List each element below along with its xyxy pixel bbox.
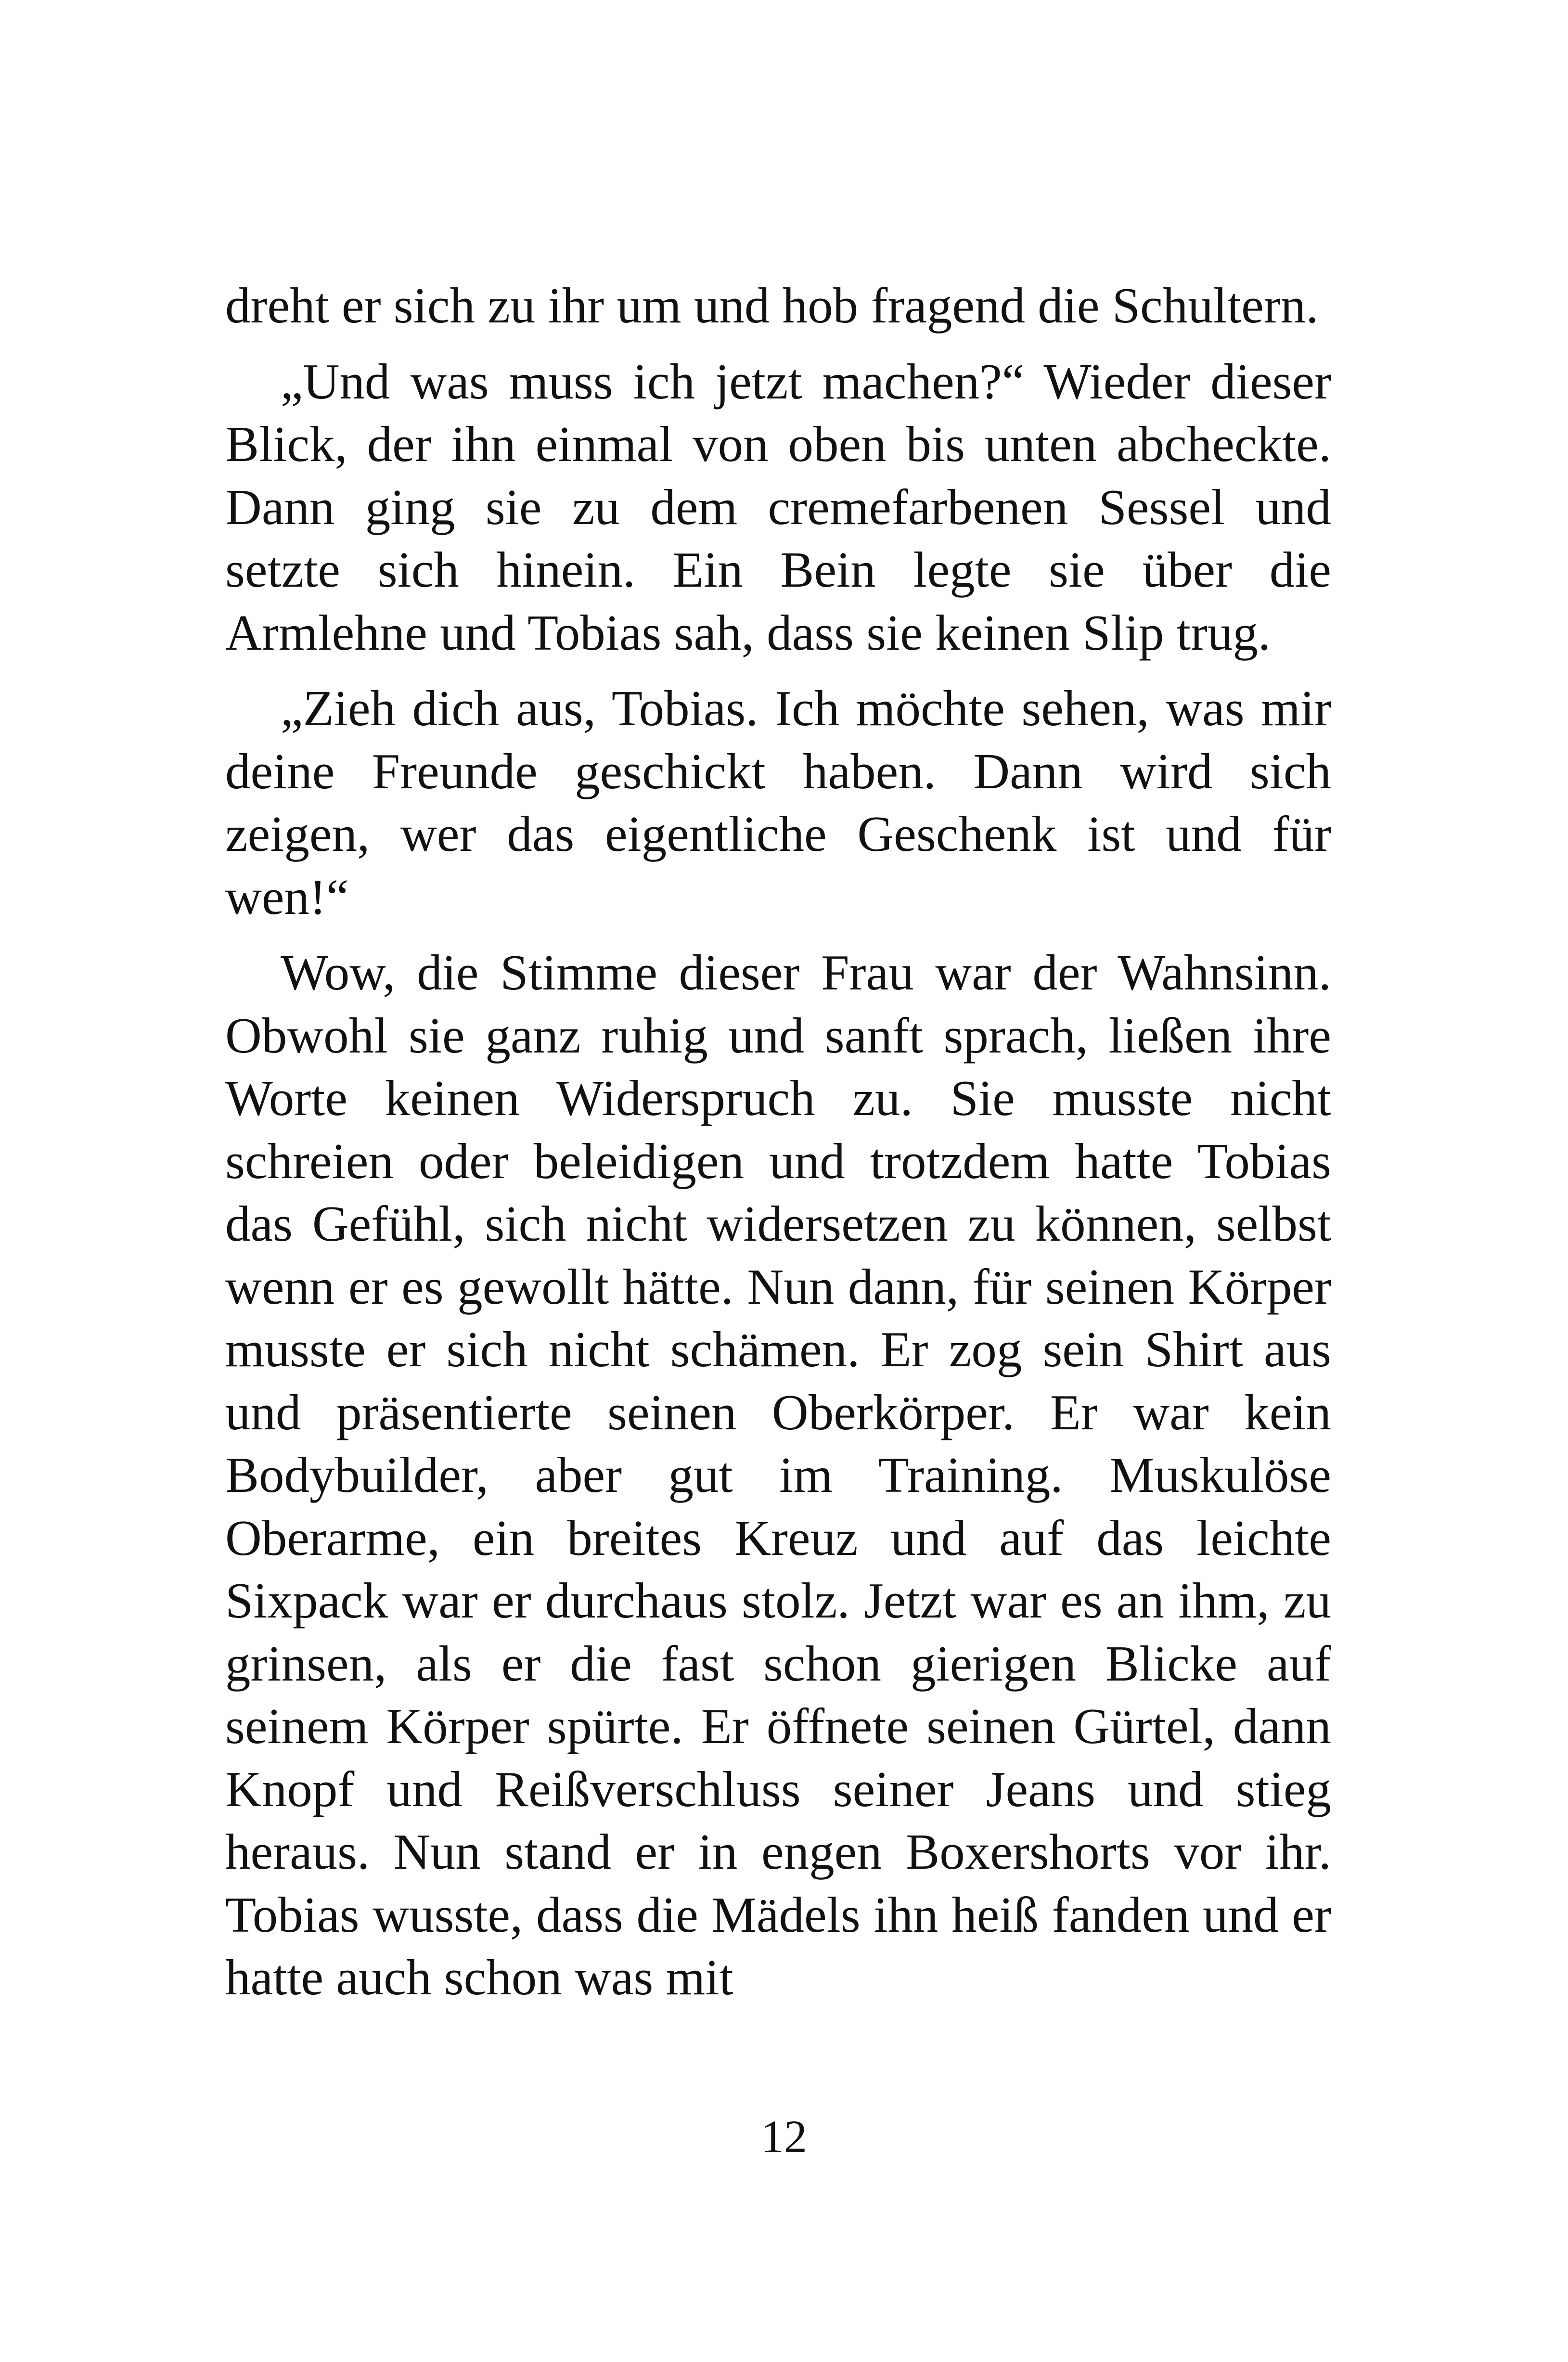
page-number: 12 xyxy=(761,2111,807,2162)
paragraph-narration: Wow, die Stimme dieser Frau war der Wahnsinn. Obwohl sie ganz ruhig und sanft sprach, ließen ihre Worte keinen Widerspruch zu. Sie musste nicht schreien oder beleidigen und trotzdem hatte Tobias das Gefühl, sich nicht widersetzen zu können, selbst wenn er es gewollt hätte. Nun dann, für seinen Körper musste er sich nicht schämen. Er zog sein Shirt aus und präsentierte seinen Oberkörper. Er war kein Bodybuilder, aber gut im Training. Muskulöse Oberarme, ein breites Kreuz und auf das leichte Sixpack war er durchaus stolz. Jetzt war es an ihm, zu grinsen, als er die fast schon gierigen Blicke auf seinem Körper spürte. Er öffnete seinen Gürtel, dann Knopf und Reißverschluss seiner Jeans und stieg heraus. Nun stand er in engen Boxershorts vor ihr. Tobias wusste, dass die Mädels ihn heiß fanden und er hatte auch schon was mit xyxy=(225,944,1331,2005)
paragraph-continuation: dreht er sich zu ihr um und hob fragend die Schultern. xyxy=(225,277,1319,334)
paragraph-command: „Zieh dich aus, Tobias. Ich möchte sehen, was mir deine Freunde geschickt haben. Dann wird sich zeigen, wer das eigentliche Geschenk ist und für wen!“ xyxy=(225,680,1331,925)
body-text xyxy=(225,274,1331,2022)
paragraph-question: „Und was muss ich jetzt machen?“ Wieder dieser Blick, der ihn einmal von oben bis unten abcheckte. Dann ging sie zu dem cremefarbenen Sessel und setzte sich hinein. Ein Bein legte sie über die Armlehne und Tobias sah, dass sie keinen Slip trug. xyxy=(225,353,1331,661)
